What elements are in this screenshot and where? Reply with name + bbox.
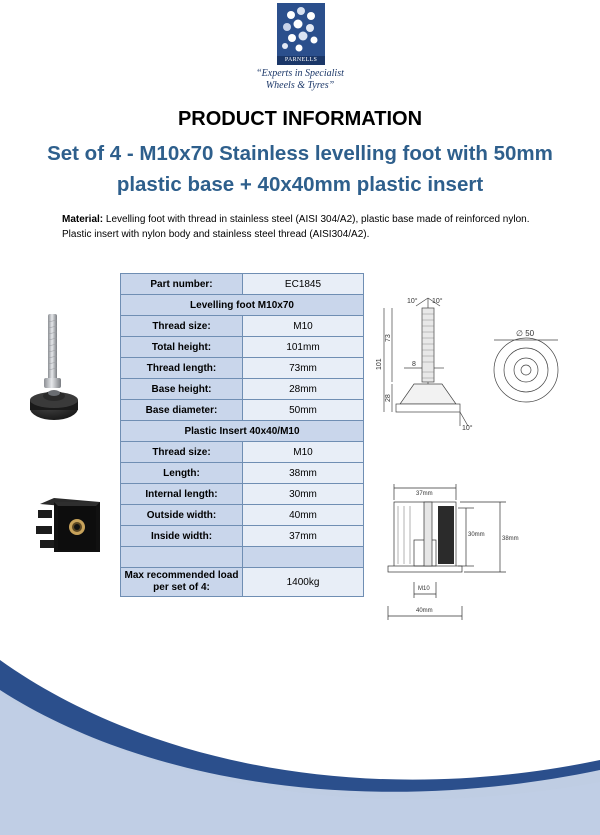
row-value: 28mm: [243, 379, 364, 400]
row-label: Length:: [121, 463, 243, 484]
table-row: [121, 568, 364, 597]
thread-length-label: 73: [385, 334, 392, 342]
product-title: [30, 138, 570, 200]
row-label: Total height:: [121, 337, 243, 358]
table-row: [121, 379, 364, 400]
row-label: Thread length:: [121, 358, 243, 379]
outside-width-label: 40mm: [416, 608, 433, 614]
row-label: Outside width:: [121, 505, 243, 526]
row-value: M10: [243, 442, 364, 463]
spec-table: [120, 273, 364, 597]
tagline-line-1: “Experts in Specialist: [256, 68, 344, 79]
title-line-2: plastic base + 40x40mm plastic insert: [116, 173, 484, 196]
load-label-line-2: per set of 4:: [153, 582, 210, 593]
table-row: [121, 505, 364, 526]
thread-label: M10: [418, 586, 430, 592]
row-label: Base diameter:: [121, 400, 243, 421]
insert-section-title: Plastic Insert 40x40/M10: [121, 421, 364, 442]
plastic-insert-drawing: [384, 478, 534, 623]
thread-size-label: 8: [412, 361, 416, 368]
row-value: 101mm: [243, 337, 364, 358]
row-label: Internal length:: [121, 484, 243, 505]
load-label: [121, 568, 243, 597]
insert-ribs-shading: [438, 506, 454, 564]
internal-length-label: 30mm: [468, 532, 485, 538]
row-value: 38mm: [243, 463, 364, 484]
row-label: Base height:: [121, 379, 243, 400]
decorative-wave: [0, 620, 600, 835]
row-value: 73mm: [243, 358, 364, 379]
diameter-label: ∅ 50: [516, 329, 535, 338]
brand-tagline: [200, 68, 400, 92]
table-row: [121, 463, 364, 484]
levelling-foot-drawing: [370, 292, 580, 434]
base-height-label: 28: [385, 394, 392, 402]
foot-section-title: Levelling foot M10x70: [121, 295, 364, 316]
table-row: [121, 442, 364, 463]
row-value: 30mm: [243, 484, 364, 505]
tagline-line-2: Wheels & Tyres”: [265, 80, 335, 91]
row-value: M10: [243, 316, 364, 337]
inside-width-label: 37mm: [416, 491, 433, 497]
material-label: Material:: [62, 214, 104, 225]
section-header: [121, 295, 364, 316]
row-value: 40mm: [243, 505, 364, 526]
load-label-line-1: Max recommended load: [124, 570, 239, 581]
blank-cell: [121, 547, 243, 568]
angle-left-label: 10°: [407, 298, 418, 305]
brand-name: PARNELLS: [277, 56, 325, 65]
table-row: [121, 337, 364, 358]
material-description: [62, 212, 562, 242]
total-height-label: 101: [376, 358, 383, 370]
plastic-insert-photo: [34, 492, 106, 558]
part-number-value: EC1845: [243, 274, 364, 295]
angle-right-label: 10°: [432, 298, 443, 305]
title-line-1: Set of 4 - M10x70 Stainless levelling foot with 50mm: [47, 142, 553, 165]
material-text-1: Levelling foot with thread in stainless steel (AISI 304/A2), plastic base made of reinforced nylon.: [103, 214, 530, 225]
row-label: Thread size:: [121, 442, 243, 463]
page-heading: PRODUCT INFORMATION: [177, 108, 423, 130]
blank-row: [121, 547, 364, 568]
logo-dots-graphic: [277, 3, 325, 56]
row-value: 50mm: [243, 400, 364, 421]
row-value: 37mm: [243, 526, 364, 547]
tilt-angle-label: 10°: [462, 425, 473, 432]
row-label: Inside width:: [121, 526, 243, 547]
table-row: [121, 526, 364, 547]
length-label: 38mm: [502, 536, 519, 542]
load-value: 1400kg: [243, 568, 364, 597]
table-row: [121, 484, 364, 505]
material-text-2: Plastic insert with nylon body and stainless steel thread (AISI304/A2).: [62, 229, 370, 240]
table-row: [121, 316, 364, 337]
table-row: [121, 358, 364, 379]
table-row: [121, 400, 364, 421]
brand-logo: [277, 3, 325, 65]
section-header: [121, 421, 364, 442]
part-number-label: Part number:: [121, 274, 243, 295]
levelling-foot-photo: [28, 312, 94, 424]
table-row: [121, 274, 364, 295]
row-label: Thread size:: [121, 316, 243, 337]
blank-cell: [243, 547, 364, 568]
